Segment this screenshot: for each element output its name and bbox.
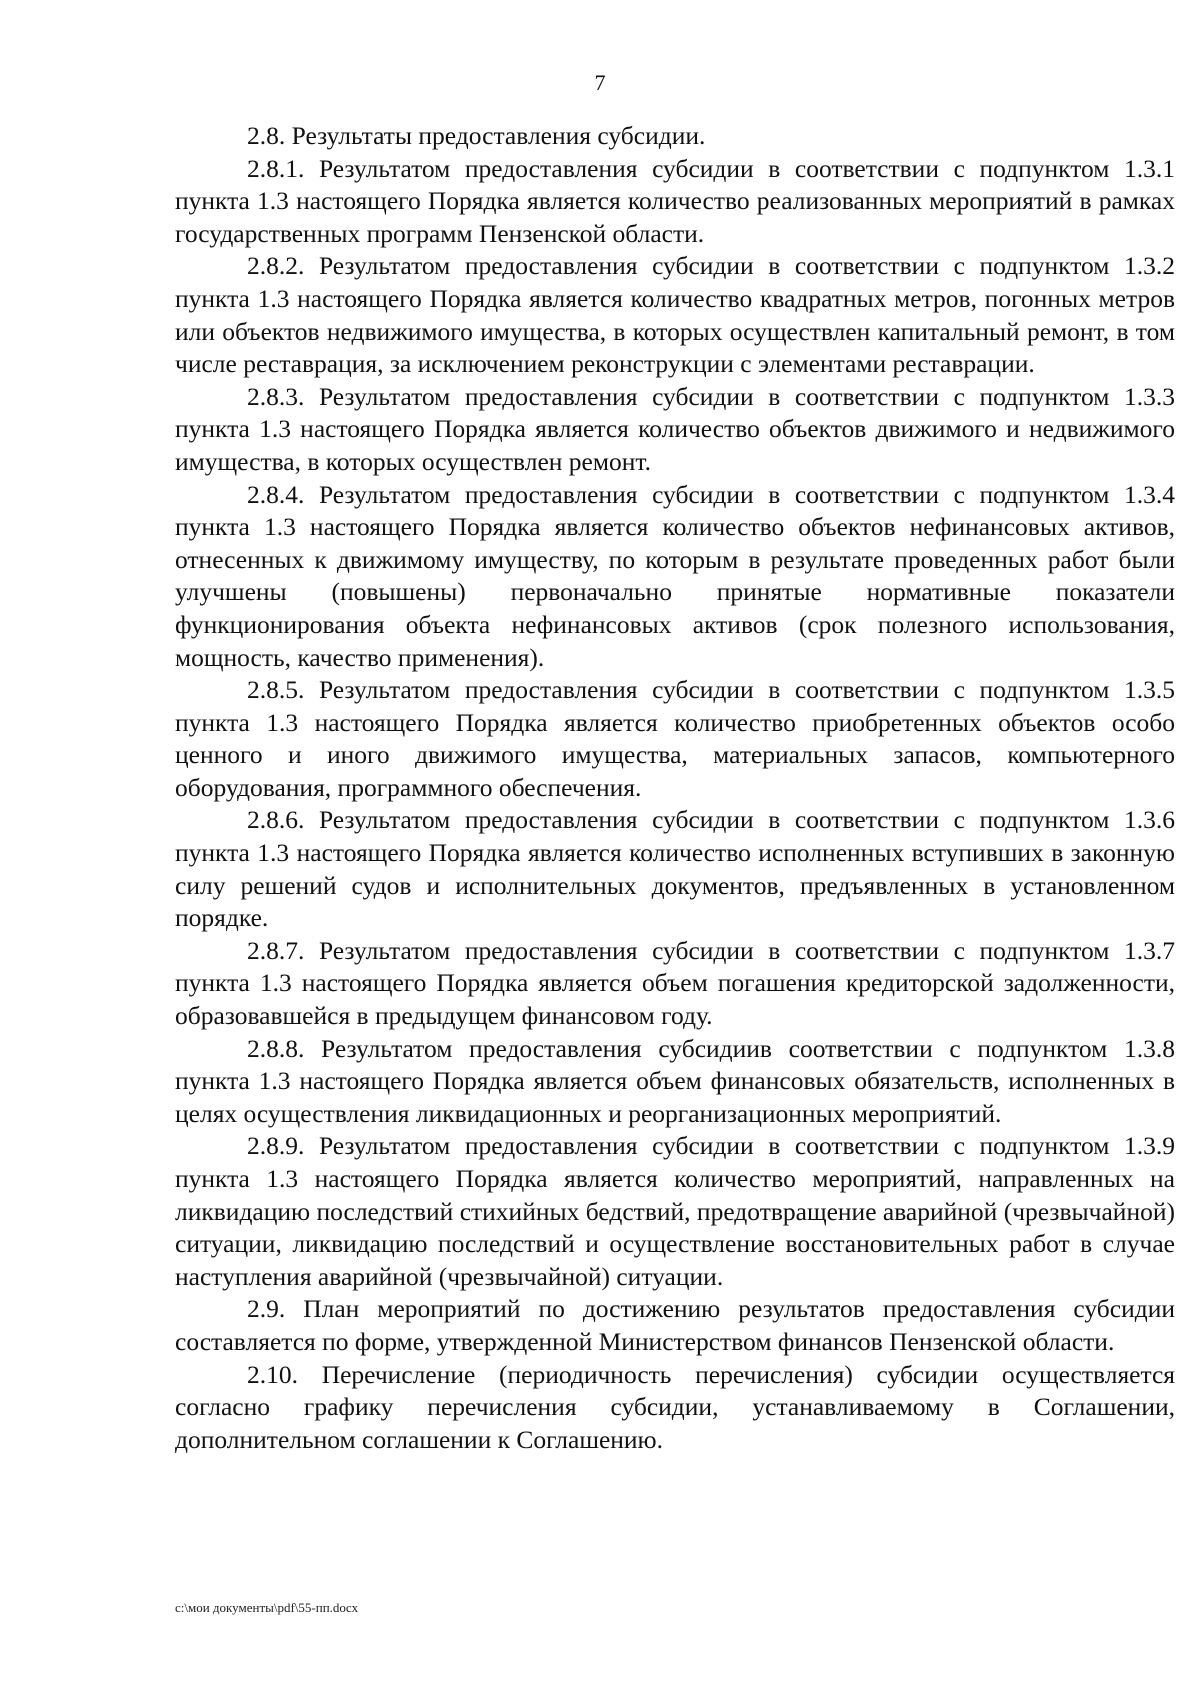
paragraph-2-8-7: 2.8.7. Результатом предоставления субсидии в соответствии с подпунктом 1.3.7 пункта 1.3 настоящего Порядка является объем погашения кредиторской задолженности, образовавшейся в предыдущем финансовом году. — [175, 935, 1175, 1031]
paragraph-2-8-4: 2.8.4. Результатом предоставления субсидии в соответствии с подпунктом 1.3.4 пункта 1.3 настоящего Порядка является количество объектов нефинансовых активов, отнесенных к движимому имуществу, по которым в результате проведенных работ были улучшены (повышены) первоначально принятые нормативные показатели функционирования объекта нефинансовых активов (срок полезного использования, мощность, качество применения). — [175, 479, 1175, 672]
paragraph-2-8-1: 2.8.1. Результатом предоставления субсидии в соответствии с подпунктом 1.3.1 пункта 1.3 настоящего Порядка является количество реализованных мероприятий в рамках государственных программ Пензенской области. — [175, 153, 1175, 248]
paragraph-2-8-5: 2.8.5. Результатом предоставления субсидии в соответствии с подпунктом 1.3.5 пункта 1.3 настоящего Порядка является количество приобретенных объектов особо ценного и иного движимого имущества, материальных запасов, компьютерного оборудования, программного обеспечения. — [175, 675, 1175, 802]
paragraph-2-8-8: 2.8.8. Результатом предоставления субсидиив соответствии с подпунктом 1.3.8 пункта 1.3 настоящего Порядка является объем финансовых обязательств, исполненных в целях осуществления ликвидационных и реорганизационных мероприятий. — [175, 1033, 1175, 1128]
paragraph-2-8-2: 2.8.2. Результатом предоставления субсидии в соответствии с подпунктом 1.3.2 пункта 1.3 настоящего Порядка является количество квадратных метров, погонных метров или объектов недвижимого имущества, в которых осуществлен капитальный ремонт, в том числе реставрация, за исключением реконструкции с элементами реставрации. — [175, 251, 1175, 379]
footer-file-path: c:\мои документы\pdf\55-пп.docx — [175, 1600, 359, 1615]
paragraph-2-9: 2.9. План мероприятий по достижению результатов предоставления субсидии составляется по форме, утвержденной Министерством финансов Пензенской области. — [175, 1294, 1175, 1356]
paragraph-2-8-6: 2.8.6. Результатом предоставления субсидии в соответствии с подпунктом 1.3.6 пункта 1.3 настоящего Порядка является количество исполненных вступивших в законную силу решений судов и исполнительных документов, предъявленных в установленном порядке. — [175, 805, 1175, 933]
document-body — [175, 120, 1175, 1456]
paragraph-2-8-3: 2.8.3. Результатом предоставления субсидии в соответствии с подпунктом 1.3.3 пункта 1.3 настоящего Порядка является количество объектов движимого и недвижимого имущества, в которых осуществлен ремонт. — [175, 381, 1175, 476]
paragraph-2-10: 2.10. Перечисление (периодичность перечисления) субсидии осуществляется согласно графику перечисления субсидии, устанавливаемому в Соглашении, дополнительном соглашении к Соглашению. — [175, 1359, 1175, 1454]
paragraph-2-8-9: 2.8.9. Результатом предоставления субсидии в соответствии с подпунктом 1.3.9 пункта 1.3 настоящего Порядка является количество мероприятий, направленных на ликвидацию последствий стихийных бедствий, предотвращение аварийной (чрезвычайной) ситуации, ликвидацию последствий и осуществление восстановительных работ в случае наступления аварийной (чрезвычайной) ситуации. — [175, 1131, 1175, 1291]
paragraph-2-8: 2.8. Результаты предоставления субсидии. — [247, 121, 706, 150]
page-number: 7 — [594, 70, 606, 95]
